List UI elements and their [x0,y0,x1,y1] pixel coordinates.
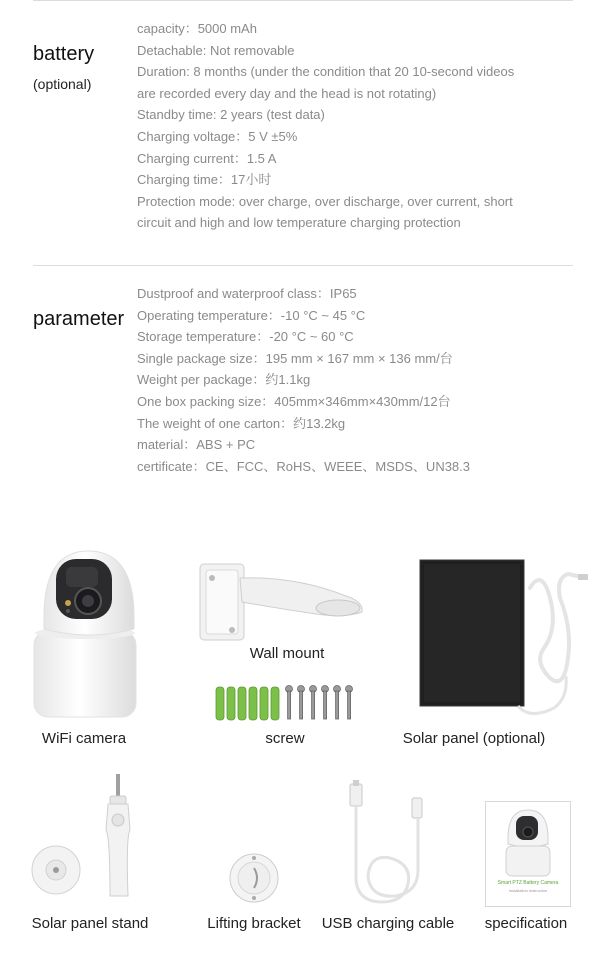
parameter-title: parameter [33,308,125,330]
screw-image [214,684,354,724]
specification-label: specification [484,915,568,932]
manual-subtitle: Installation instruction [508,888,548,893]
manual-camera-icon [502,808,554,878]
screw-label: screw [265,730,305,747]
spec-line: are recorded every day and the head is not rotating) [137,85,437,101]
spec-line: Operating temperature：-10 °C ~ 45 °C [137,307,366,323]
spec-line: certificate：CE、FCC、RoHS、WEEE、MSDS、UN38.3 [137,458,471,474]
spec-line: Storage temperature：-20 °C ~ 60 °C [137,329,354,345]
battery-title: battery [33,43,95,65]
top-divider [33,0,573,1]
spec-line: Protection mode: over charge, over discharge, over current, short [137,193,513,209]
manual-title: Smart PTZ Battery Camera [497,880,559,886]
spec-line: capacity：5000 mAh [137,21,257,36]
solar-panel-image [418,558,590,723]
specification-manual-image [485,801,571,907]
spec-line: One box packing size：405mm×346mm×430mm/12台 [137,393,451,409]
wall-mount-label: Wall mount [249,645,325,662]
section-divider [33,265,573,266]
usb-cable-label: USB charging cable [321,915,455,932]
wifi-camera-image [30,545,140,725]
solar-panel-label: Solar panel (optional) [402,730,546,747]
wall-mount-image [196,560,368,645]
lifting-bracket-label: Lifting bracket [207,915,301,932]
wifi-camera-label: WiFi camera [41,730,127,747]
spec-line: Single package size：195 mm × 167 mm × 136 mm/台 [137,350,453,366]
solar-panel-stand-image [30,770,150,900]
spec-line: Standby time: 2 years (test data) [137,107,325,123]
battery-spec-list [137,18,557,234]
spec-line: Duration: 8 months (under the condition that 20 10-second videos [137,64,515,80]
solar-panel-stand-label: Solar panel stand [31,915,149,932]
spec-line: Weight per package：约1.1kg [137,372,311,388]
lifting-bracket-image [228,852,280,904]
spec-line: The weight of one carton：约13.2kg [137,415,346,431]
usb-cable-image [342,780,434,910]
spec-line: Charging voltage：5 V ±5% [137,128,298,144]
spec-line: circuit and high and low temperature charging protection [137,215,461,231]
spec-line: Dustproof and waterproof class：IP65 [137,286,357,301]
spec-line: material：ABS + PC [137,437,256,453]
spec-line: Charging time：17小时 [137,172,272,188]
parameter-spec-list [137,283,557,477]
spec-line: Detachable: Not removable [137,42,295,58]
battery-subtitle: (optional) [33,76,92,92]
spec-line: Charging current：1.5 A [137,150,277,166]
